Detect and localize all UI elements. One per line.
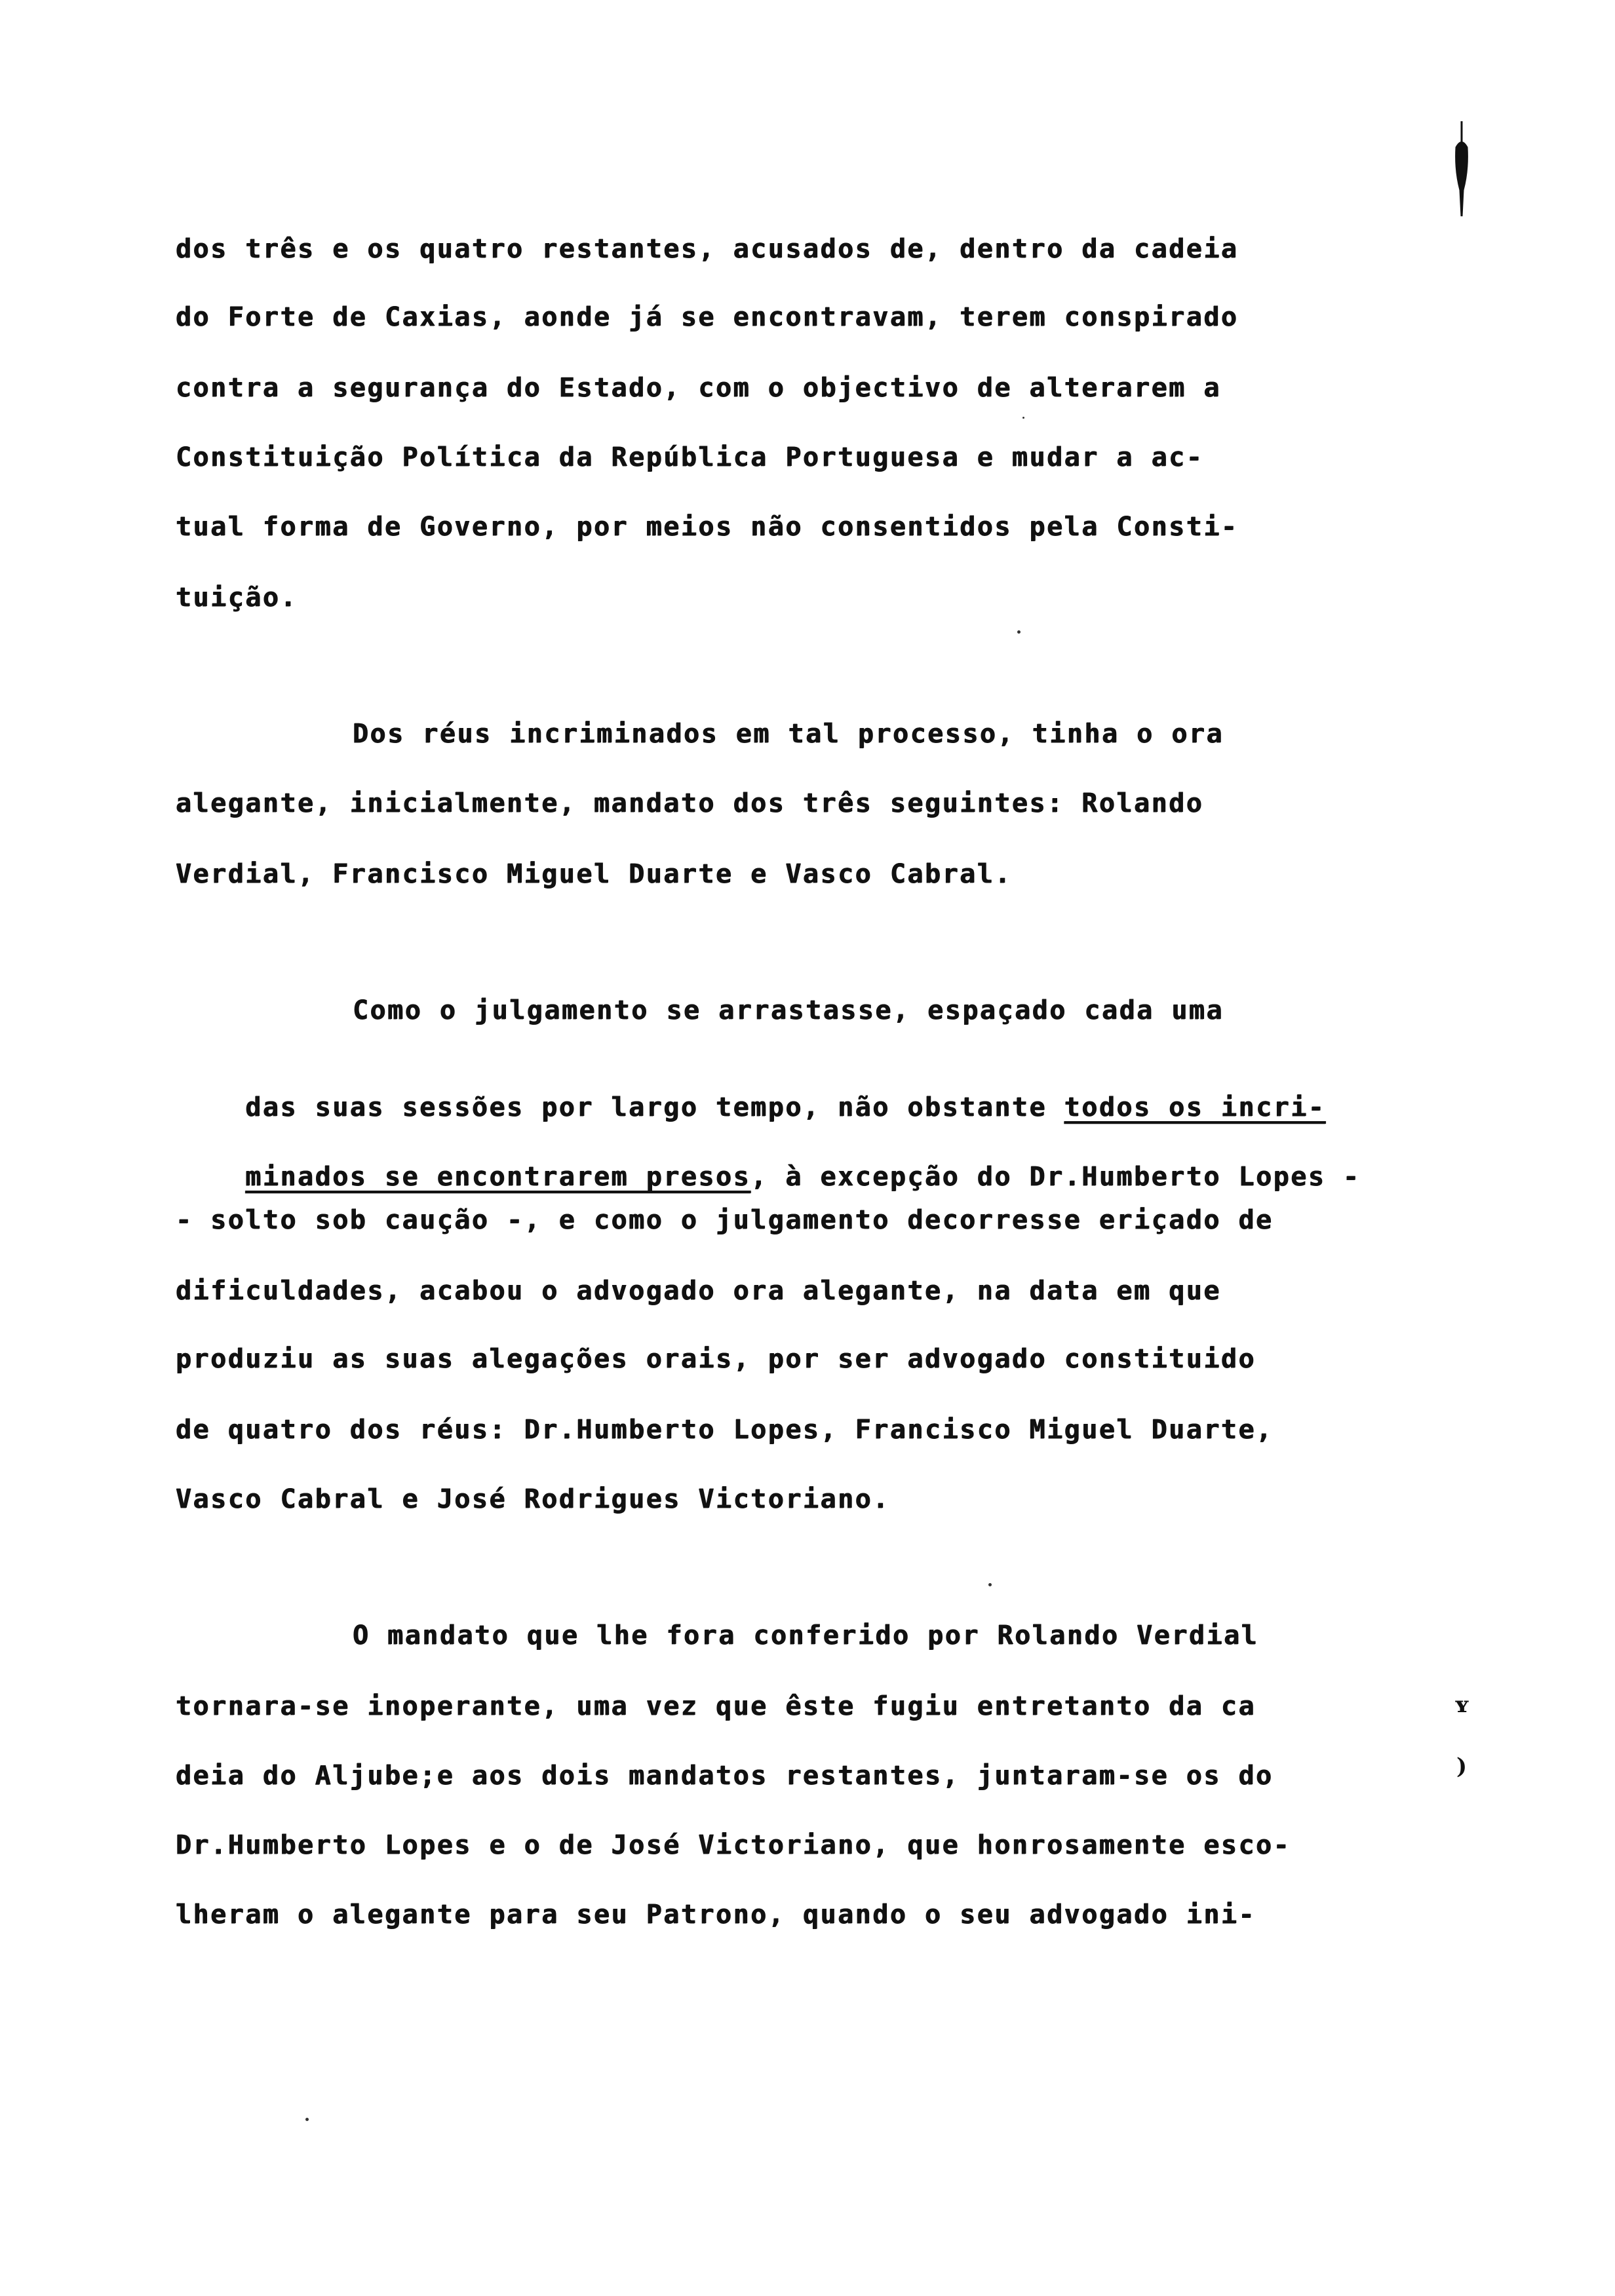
paragraph-4-line-5: lheram o alegante para seu Patrono, quando o seu advogado ini- xyxy=(176,1900,1256,1930)
paragraph-4-line-4: Dr.Humberto Lopes e o de José Victoriano, que honrosamente esco- xyxy=(176,1830,1291,1860)
paragraph-3-line-2 xyxy=(176,1068,1325,1147)
paragraph-1-line-4: Constituição Política da República Portuguesa e mudar a ac- xyxy=(176,442,1204,472)
paragraph-2-line-2: alegante, inicialmente, mandato dos três seguintes: Rolando xyxy=(176,788,1204,818)
paragraph-3-line-3 xyxy=(176,1138,1361,1216)
paragraph-4-line-1: O mandato que lhe fora conferido por Rolando Verdial xyxy=(353,1620,1259,1651)
paragraph-4-line-3: deia do Aljube;e aos dois mandatos restantes, juntaram-se os do xyxy=(176,1761,1274,1791)
paragraph-3-line-4: - solto sob caução -, e como o julgamento decorresse eriçado de xyxy=(176,1205,1274,1235)
scan-speck xyxy=(988,1583,992,1586)
underlined-phrase-part-2: minados se encontrarem presos xyxy=(245,1162,751,1192)
paragraph-1-line-2: do Forte de Caxias, aonde já se encontravam, terem conspirado xyxy=(176,302,1239,332)
paragraph-2-line-3: Verdial, Francisco Miguel Duarte e Vasco Cabral. xyxy=(176,859,1012,889)
margin-mark-1: ʏ xyxy=(1454,1692,1470,1718)
paragraph-1-line-6: tuição. xyxy=(176,583,298,613)
scan-speck xyxy=(1022,417,1024,419)
paragraph-3-line-5: dificuldades, acabou o advogado ora alegante, na data em que xyxy=(176,1276,1221,1306)
paragraph-1-line-3: contra a segurança do Estado, com o objectivo de alterarem a xyxy=(176,373,1221,403)
paragraph-2-line-1: Dos réus incriminados em tal processo, tinha o ora xyxy=(353,719,1224,749)
margin-mark-2: ) xyxy=(1456,1753,1468,1780)
paragraph-3-line-7: de quatro dos réus: Dr.Humberto Lopes, Francisco Miguel Duarte, xyxy=(176,1415,1274,1445)
margin-handwritten-mark xyxy=(1449,118,1475,223)
underlined-phrase-part-1: todos os incri- xyxy=(1064,1092,1326,1122)
paragraph-4-line-2: tornara-se inoperante, uma vez que êste fugiu entretanto da ca xyxy=(176,1691,1256,1721)
paragraph-3-line-8: Vasco Cabral e José Rodrigues Victoriano. xyxy=(176,1484,890,1514)
paragraph-1-line-1: dos três e os quatro restantes, acusados de, dentro da cadeia xyxy=(176,234,1239,264)
scan-speck xyxy=(305,2118,309,2121)
paragraph-3-line-6: produziu as suas alegações orais, por ser advogado constituido xyxy=(176,1344,1256,1374)
paragraph-3-line-1: Como o julgamento se arrastasse, espaçado cada uma xyxy=(353,995,1224,1025)
paragraph-1-line-5: tual forma de Governo, por meios não consentidos pela Consti- xyxy=(176,512,1239,542)
paragraph-3-line-2-text: das suas sessões por largo tempo, não obstante xyxy=(245,1092,1064,1122)
paragraph-3-line-3-text: , à excepção do Dr.Humberto Lopes - xyxy=(750,1162,1361,1192)
scan-speck xyxy=(1017,630,1021,634)
